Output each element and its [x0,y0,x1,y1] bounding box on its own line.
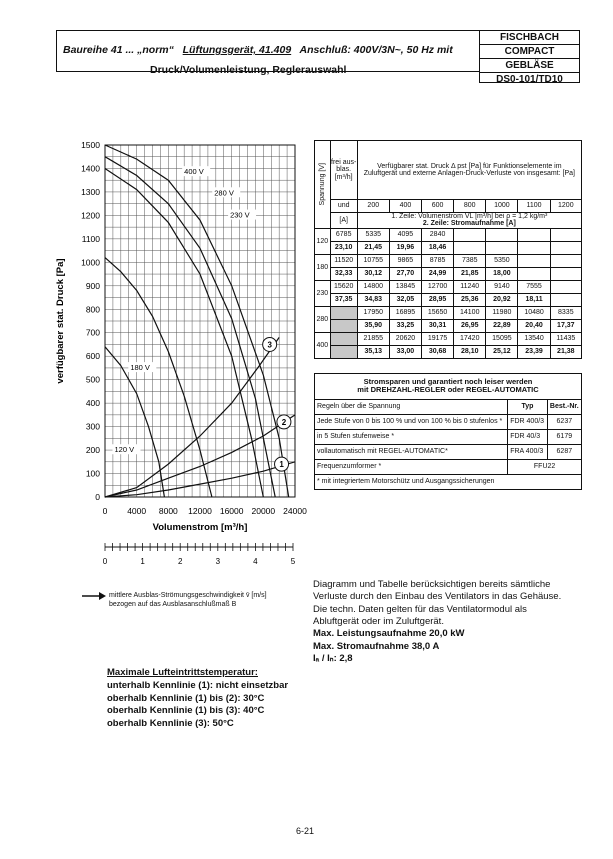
current-cell: 34,83 [357,293,389,306]
pressure-volume-chart [40,130,315,580]
flow-cell: 16895 [389,306,421,319]
current-cell: 23,39 [518,345,550,358]
brand-line-4: DS0-101/TD10 [496,74,563,85]
flow-cell: 11435 [550,332,581,345]
controller-footnote: * mit integriertem Motorschütz und Ausgangssicherungen [315,474,582,489]
max-power: Max. Leistungsaufnahme 20,0 kW [313,628,465,640]
aux-tick-label: 0 [102,557,108,566]
y-tick-label: 700 [85,327,100,338]
aux-tick-label: 3 [215,557,221,566]
max-temp-line-1: unterhalb Kennlinie (1): nicht einsetzbar [107,679,289,691]
x-tick-label: 16000 [219,506,244,516]
current-cell [550,293,581,306]
controller-desc: in 5 Stufen stufenweise * [315,429,508,444]
col-a: [A] [330,213,357,229]
controller-desc: Frequenzumformer * [315,459,508,474]
flow-cell: 14100 [454,306,486,319]
voltage-cell: 120 [315,228,331,254]
flow-cell: 17950 [357,306,389,319]
info-paragraph: Diagramm und Tabelle berücksichtigen bereits sämtliche Verluste durch den Einbau des Ventilators in das Gehäuse. Die techn. Daten gelten für das Ventilatormodul als Abluftgerät oder im Zuluftgerät. [313,579,562,628]
device-label: Lüftungsgerät, 41.409 [182,44,292,56]
flow-cell: 8785 [422,254,454,267]
pressure-header: 800 [454,200,486,213]
velocity-legend [82,591,267,609]
pressure-header: 1000 [486,200,518,213]
y-tick-label: 600 [85,351,100,362]
flow-cell: 14800 [357,280,389,293]
current-cell: 18,00 [486,267,518,280]
free-current-cell: 32,33 [330,267,357,280]
x-tick-label: 20000 [251,506,276,516]
flow-cell: 12700 [422,280,454,293]
current-cell: 28,95 [422,293,454,306]
x-tick-label: 24000 [283,506,307,516]
flow-cell: 11980 [486,306,518,319]
curve-marker-label: 3 [267,340,272,350]
free-flow-cell [330,332,357,345]
flow-cell: 17420 [454,332,486,345]
col-frei: frei aus- blas. [m³/h] [330,141,357,200]
pressure-header: 600 [422,200,454,213]
current-cell: 35,90 [357,319,389,332]
flow-cell [518,254,550,267]
flow-cell: 9865 [389,254,421,267]
y-tick-label: 1100 [81,233,100,244]
flow-cell: 5335 [357,228,389,241]
free-flow-cell: 15620 [330,280,357,293]
series-label: Baureihe 41 ... „norm“ [63,44,174,56]
col-und: und [330,200,357,213]
aux-tick-label: 4 [253,557,258,566]
current-cell: 33,00 [389,345,421,358]
current-cell: 21,85 [454,267,486,280]
max-temp-block [107,667,288,731]
flow-cell: 7555 [518,280,550,293]
performance-table [314,140,582,359]
current-cell: 17,37 [550,319,581,332]
y-tick-label: 1000 [81,257,100,268]
max-current: Max. Stromaufnahme 38,0 A [313,640,440,652]
pressure-header: 400 [389,200,421,213]
col-spannung [315,141,331,229]
y-tick-label: 0 [95,492,100,502]
y-tick-label: 100 [85,468,100,479]
current-cell: 26,95 [454,319,486,332]
flow-cell: 15650 [422,306,454,319]
brand-line-3: GEBLÄSE [480,59,579,73]
current-cell: 21,45 [357,241,389,254]
x-axis-label: Volumenstrom [m³/h] [152,522,248,533]
voltage-cell: 180 [315,254,331,280]
free-flow-cell [330,306,357,319]
current-cell: 30,31 [422,319,454,332]
current-cell [550,241,581,254]
flow-cell: 9140 [486,280,518,293]
current-cell: 18,46 [422,241,454,254]
flow-cell: 4095 [389,228,421,241]
y-tick-label: 900 [85,280,100,291]
free-current-cell: 23,10 [330,241,357,254]
controller-type: FFU22 [508,459,582,474]
y-tick-label: 1500 [81,140,100,150]
velocity-axis [95,538,305,568]
note-line-1: 1. Zeile: Volumenstrom VL [m³/h] bei ρ = 1,2 kg/m³ [391,213,548,220]
pressure-header: 200 [357,200,389,213]
max-temp-line-4: oberhalb Kennlinie (3): 50°C [107,718,234,730]
current-cell: 20,40 [518,319,550,332]
controller-title-2: mit DREHZAHL-REGLER oder REGEL-AUTOMATIC [357,385,539,395]
controller-type: FDR 40/3 [508,429,547,444]
flow-cell [550,228,581,241]
brand-block [479,30,580,83]
free-flow-cell: 6785 [330,228,357,241]
current-cell: 19,96 [389,241,421,254]
current-cell: 25,12 [486,345,518,358]
page-subtitle: Druck/Volumenleistung, Reglerauswahl [150,64,347,76]
series-label: 280 V [214,188,234,198]
controller-type: FRA 400/3 [508,444,547,459]
controller-order-no: 6179 [547,429,581,444]
controller-head: Best.-Nr. [547,399,581,414]
free-current-cell [330,319,357,332]
x-tick-label: 12000 [188,506,212,516]
current-cell: 32,05 [389,293,421,306]
flow-cell: 15095 [486,332,518,345]
arrow-icon [82,591,106,601]
flow-cell [518,228,550,241]
free-current-cell: 37,35 [330,293,357,306]
flow-cell: 13540 [518,332,550,345]
aux-tick-label: 2 [177,557,183,566]
pressure-header: 1200 [550,200,581,213]
x-tick-label: 4000 [127,506,147,516]
voltage-cell: 280 [315,306,331,332]
series-label: 400 V [184,167,204,177]
flow-cell: 2840 [422,228,454,241]
current-cell: 33,25 [389,319,421,332]
y-tick-label: 800 [85,304,100,315]
aux-tick-label: 5 [290,557,296,566]
controller-type: FDR 400/3 [508,414,547,429]
note-line-2: 2. Zeile: Stromaufnahme [A] [422,220,516,228]
current-cell: 25,36 [454,293,486,306]
current-cell: 30,12 [357,267,389,280]
y-tick-label: 400 [85,398,100,409]
brand-line-1: FISCHBACH [480,31,579,45]
flow-cell: 7385 [454,254,486,267]
y-axis-label: verfügbarer stat. Druck [Pa] [55,258,66,384]
controller-order-no: 6237 [547,414,581,429]
series-label: 180 V [130,363,150,373]
current-cell: 22,89 [486,319,518,332]
controller-desc: vollautomatisch mit REGEL-AUTOMATIC* [315,444,508,459]
y-tick-label: 1200 [81,210,100,221]
controller-order-no: 6287 [547,444,581,459]
flow-cell: 13845 [389,280,421,293]
flow-cell: 21855 [357,332,389,345]
flow-cell: 20620 [389,332,421,345]
y-tick-label: 300 [85,421,100,432]
controller-title-1: Stromsparen und garantiert noch leiser werden [363,377,533,386]
max-temp-line-3: oberhalb Kennlinie (1) bis (3): 40°C [107,705,265,717]
current-cell [518,267,550,280]
current-cell [454,241,486,254]
current-cell [550,267,581,280]
current-cell [518,241,550,254]
current-ratio: Iₐ / Iₙ: 2,8 [313,653,353,665]
current-cell: 30,68 [422,345,454,358]
controller-head: Regeln über die Spannung [315,399,508,414]
series-label: 230 V [230,210,250,220]
aux-tick-label: 1 [140,557,145,566]
controller-table [314,373,582,490]
max-temp-line-2: oberhalb Kennlinie (1) bis (2): 30°C [107,692,265,704]
current-cell [486,241,518,254]
free-flow-cell: 11520 [330,254,357,267]
controller-title [315,374,582,400]
current-cell: 20,92 [486,293,518,306]
x-tick-label: 8000 [158,506,178,516]
current-cell: 35,13 [357,345,389,358]
flow-cell: 8335 [550,306,581,319]
series-label: 120 V [114,445,135,455]
legend-line-1: mittlere Ausblas-Strömungsgeschwindigkeit v̄ [m/s] [109,592,267,599]
controller-head: Typ [508,399,547,414]
max-temp-title: Maximale Lufteintrittstemperatur: [107,667,258,678]
connection-label: Anschluß: 400V/3N~, 50 Hz mit [299,44,453,56]
curve-marker-label: 2 [281,417,287,427]
current-cell: 28,10 [454,345,486,358]
x-tick-label: 0 [102,506,108,516]
y-tick-label: 500 [85,374,100,385]
flow-cell [486,228,518,241]
legend-line-2: bezogen auf das Ausblasanschlußmaß B [109,601,237,609]
free-current-cell [330,345,357,358]
current-cell: 24,99 [422,267,454,280]
y-tick-label: 1400 [81,163,100,174]
col-spannung-label: Spannung [V] [318,163,326,206]
current-cell: 27,70 [389,267,421,280]
flow-cell: 5350 [486,254,518,267]
current-cell: 18,11 [518,293,550,306]
current-cell: 21,38 [550,345,581,358]
flow-cell [454,228,486,241]
info-text [313,579,573,665]
voltage-cell: 230 [315,280,331,306]
voltage-cell: 400 [315,332,331,358]
table-description: Verfügbarer stat. Druck Δ pst [Pa] für Funktionselemente im Zuluftgerät und externe Anlagen-Druck-Verluste von insgesamt: [Pa] [357,141,581,200]
flow-cell: 10480 [518,306,550,319]
table-note [357,213,581,229]
controller-desc: Jede Stufe von 0 bis 100 % und von 100 % bis 0 stufenlos * [315,414,508,429]
page-number: 6-21 [296,826,315,836]
header-line [63,44,453,56]
flow-cell [550,254,581,267]
y-tick-label: 200 [85,445,100,456]
curve-marker-label: 1 [279,460,284,470]
pressure-header: 1100 [518,200,550,213]
flow-cell: 11240 [454,280,486,293]
y-tick-label: 1300 [81,186,100,197]
brand-line-2: COMPACT [480,45,579,59]
flow-cell: 10755 [357,254,389,267]
flow-cell: 19175 [422,332,454,345]
flow-cell [550,280,581,293]
